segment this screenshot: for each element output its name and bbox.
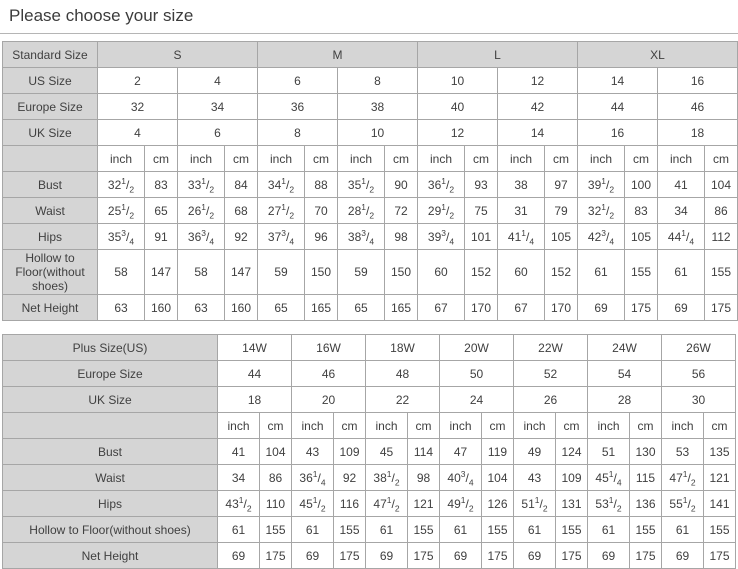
unit-inch-header: inch xyxy=(366,413,408,439)
row-label: US Size xyxy=(3,68,98,94)
size-value-cell: 18W xyxy=(366,335,440,361)
measurement-cm-cell: 175 xyxy=(625,295,658,321)
measurement-cm-cell: 68 xyxy=(225,198,258,224)
measurement-cm-cell: 93 xyxy=(465,172,498,198)
measurement-inch-cell: 67 xyxy=(498,295,545,321)
measurement-cm-cell: 170 xyxy=(465,295,498,321)
measurement-inch-cell: 61 xyxy=(662,517,704,543)
unit-inch-header: inch xyxy=(258,146,305,172)
measurement-cm-cell: 152 xyxy=(545,250,578,295)
measurement-inch-cell: 53 xyxy=(662,439,704,465)
size-value-cell: 10 xyxy=(338,120,418,146)
unit-inch-header: inch xyxy=(662,413,704,439)
measurement-cm-cell: 155 xyxy=(625,250,658,295)
unit-row-corner xyxy=(3,146,98,172)
size-value-cell: 4 xyxy=(98,120,178,146)
measurement-cm-cell: 91 xyxy=(145,224,178,250)
measurement-cm-cell: 72 xyxy=(385,198,418,224)
unit-inch-header: inch xyxy=(498,146,545,172)
size-value-cell: 6 xyxy=(178,120,258,146)
row-label: Net Height xyxy=(3,295,98,321)
size-value-cell: 36 xyxy=(258,94,338,120)
size-chart-page xyxy=(0,6,738,569)
size-value-cell: 16 xyxy=(578,120,658,146)
size-value-cell: 18 xyxy=(218,387,292,413)
unit-inch-header: inch xyxy=(658,146,705,172)
size-value-cell: 8 xyxy=(258,120,338,146)
row-label: Europe Size xyxy=(3,361,218,387)
measurement-inch-cell: $26^1/_2$ xyxy=(178,198,225,224)
measurement-cm-cell: 115 xyxy=(630,465,662,491)
size-value-cell: 44 xyxy=(218,361,292,387)
unit-cm-header: cm xyxy=(704,413,736,439)
measurement-cm-cell: 175 xyxy=(334,543,366,569)
measurement-inch-cell: $33^1/_2$ xyxy=(178,172,225,198)
measurement-inch-cell: 45 xyxy=(366,439,408,465)
measurement-cm-cell: 90 xyxy=(385,172,418,198)
row-label: Waist xyxy=(3,198,98,224)
measurement-cm-cell: 175 xyxy=(408,543,440,569)
measurement-inch-cell: $45^1/_4$ xyxy=(588,465,630,491)
size-group-header: M xyxy=(258,42,418,68)
measurement-cm-cell: 98 xyxy=(385,224,418,250)
measurement-inch-cell: 60 xyxy=(418,250,465,295)
measurement-cm-cell: 147 xyxy=(225,250,258,295)
measurement-inch-cell: $42^3/_4$ xyxy=(578,224,625,250)
measurement-cm-cell: 86 xyxy=(705,198,738,224)
row-label: Hips xyxy=(3,491,218,517)
measurement-inch-cell: $47^1/_2$ xyxy=(366,491,408,517)
size-value-cell: 24W xyxy=(588,335,662,361)
measurement-cm-cell: 101 xyxy=(465,224,498,250)
size-value-cell: 14 xyxy=(578,68,658,94)
row-label: Hollow to Floor(without shoes) xyxy=(3,250,98,295)
measurement-cm-cell: 152 xyxy=(465,250,498,295)
measurement-cm-cell: 155 xyxy=(630,517,662,543)
measurement-cm-cell: 79 xyxy=(545,198,578,224)
measurement-inch-cell: 69 xyxy=(662,543,704,569)
unit-cm-header: cm xyxy=(260,413,292,439)
measurement-cm-cell: 105 xyxy=(545,224,578,250)
row-label: Europe Size xyxy=(3,94,98,120)
measurement-cm-cell: 75 xyxy=(465,198,498,224)
row-label: Bust xyxy=(3,439,218,465)
measurement-inch-cell: $34^1/_2$ xyxy=(258,172,305,198)
measurement-inch-cell: 51 xyxy=(588,439,630,465)
measurement-cm-cell: 114 xyxy=(408,439,440,465)
measurement-inch-cell: 65 xyxy=(338,295,385,321)
size-value-cell: 38 xyxy=(338,94,418,120)
standard-size-table xyxy=(2,41,738,321)
measurement-inch-cell: $36^1/_2$ xyxy=(418,172,465,198)
measurement-cm-cell: 100 xyxy=(625,172,658,198)
size-value-cell: 16W xyxy=(292,335,366,361)
measurement-inch-cell: 69 xyxy=(578,295,625,321)
unit-cm-header: cm xyxy=(556,413,588,439)
unit-cm-header: cm xyxy=(334,413,366,439)
measurement-cm-cell: 165 xyxy=(385,295,418,321)
measurement-inch-cell: 43 xyxy=(514,465,556,491)
row-label: UK Size xyxy=(3,387,218,413)
measurement-cm-cell: 112 xyxy=(705,224,738,250)
measurement-cm-cell: 83 xyxy=(625,198,658,224)
measurement-cm-cell: 92 xyxy=(225,224,258,250)
unit-inch-header: inch xyxy=(588,413,630,439)
measurement-inch-cell: 69 xyxy=(588,543,630,569)
size-value-cell: 30 xyxy=(662,387,736,413)
size-value-cell: 6 xyxy=(258,68,338,94)
measurement-inch-cell: $38^3/_4$ xyxy=(338,224,385,250)
unit-cm-header: cm xyxy=(545,146,578,172)
measurement-inch-cell: $43^1/_2$ xyxy=(218,491,260,517)
measurement-cm-cell: 65 xyxy=(145,198,178,224)
unit-inch-header: inch xyxy=(338,146,385,172)
measurement-inch-cell: $47^1/_2$ xyxy=(662,465,704,491)
measurement-cm-cell: 136 xyxy=(630,491,662,517)
measurement-inch-cell: $37^3/_4$ xyxy=(258,224,305,250)
corner-label: Standard Size xyxy=(3,42,98,68)
size-value-cell: 4 xyxy=(178,68,258,94)
size-value-cell: 12 xyxy=(498,68,578,94)
unit-inch-header: inch xyxy=(578,146,625,172)
measurement-cm-cell: 84 xyxy=(225,172,258,198)
measurement-cm-cell: 109 xyxy=(556,465,588,491)
unit-row-corner xyxy=(3,413,218,439)
measurement-cm-cell: 175 xyxy=(556,543,588,569)
size-value-cell: 22 xyxy=(366,387,440,413)
measurement-cm-cell: 160 xyxy=(225,295,258,321)
size-value-cell: 14 xyxy=(498,120,578,146)
unit-cm-header: cm xyxy=(385,146,418,172)
measurement-inch-cell: 31 xyxy=(498,198,545,224)
measurement-cm-cell: 141 xyxy=(704,491,736,517)
page-title: Please choose your size xyxy=(9,6,194,25)
measurement-cm-cell: 98 xyxy=(408,465,440,491)
measurement-inch-cell: 69 xyxy=(218,543,260,569)
measurement-inch-cell: 38 xyxy=(498,172,545,198)
measurement-inch-cell: 41 xyxy=(218,439,260,465)
measurement-inch-cell: $29^1/_2$ xyxy=(418,198,465,224)
unit-inch-header: inch xyxy=(440,413,482,439)
measurement-cm-cell: 155 xyxy=(704,517,736,543)
size-value-cell: 20 xyxy=(292,387,366,413)
measurement-inch-cell: $55^1/_2$ xyxy=(662,491,704,517)
title-divider xyxy=(0,33,738,34)
size-value-cell: 26W xyxy=(662,335,736,361)
measurement-inch-cell: 69 xyxy=(658,295,705,321)
unit-inch-header: inch xyxy=(292,413,334,439)
measurement-inch-cell: $44^1/_4$ xyxy=(658,224,705,250)
measurement-inch-cell: $27^1/_2$ xyxy=(258,198,305,224)
unit-inch-header: inch xyxy=(514,413,556,439)
measurement-cm-cell: 130 xyxy=(630,439,662,465)
measurement-inch-cell: 69 xyxy=(366,543,408,569)
measurement-inch-cell: 69 xyxy=(514,543,556,569)
measurement-cm-cell: 104 xyxy=(482,465,514,491)
measurement-inch-cell: $45^1/_2$ xyxy=(292,491,334,517)
measurement-inch-cell: 69 xyxy=(292,543,334,569)
measurement-cm-cell: 126 xyxy=(482,491,514,517)
measurement-inch-cell: $41^1/_4$ xyxy=(498,224,545,250)
measurement-inch-cell: 59 xyxy=(338,250,385,295)
row-label: Hips xyxy=(3,224,98,250)
measurement-cm-cell: 150 xyxy=(385,250,418,295)
measurement-inch-cell: 61 xyxy=(658,250,705,295)
measurement-inch-cell: 61 xyxy=(292,517,334,543)
measurement-inch-cell: $38^1/_2$ xyxy=(366,465,408,491)
measurement-cm-cell: 109 xyxy=(334,439,366,465)
measurement-cm-cell: 104 xyxy=(260,439,292,465)
measurement-inch-cell: $35^3/_4$ xyxy=(98,224,145,250)
measurement-inch-cell: $40^3/_4$ xyxy=(440,465,482,491)
measurement-cm-cell: 110 xyxy=(260,491,292,517)
measurement-cm-cell: 155 xyxy=(408,517,440,543)
size-value-cell: 46 xyxy=(292,361,366,387)
measurement-inch-cell: $39^1/_2$ xyxy=(578,172,625,198)
size-group-header: XL xyxy=(578,42,738,68)
measurement-inch-cell: 61 xyxy=(366,517,408,543)
unit-cm-header: cm xyxy=(630,413,662,439)
size-value-cell: 46 xyxy=(658,94,738,120)
measurement-cm-cell: 135 xyxy=(704,439,736,465)
measurement-cm-cell: 97 xyxy=(545,172,578,198)
measurement-inch-cell: 61 xyxy=(578,250,625,295)
measurement-inch-cell: 60 xyxy=(498,250,545,295)
plus-size-table xyxy=(2,334,736,569)
measurement-inch-cell: $39^3/_4$ xyxy=(418,224,465,250)
row-label: Hollow to Floor(without shoes) xyxy=(3,517,218,543)
measurement-inch-cell: 65 xyxy=(258,295,305,321)
measurement-cm-cell: 175 xyxy=(630,543,662,569)
measurement-inch-cell: 69 xyxy=(440,543,482,569)
unit-inch-header: inch xyxy=(98,146,145,172)
unit-cm-header: cm xyxy=(145,146,178,172)
row-label: Plus Size(US) xyxy=(3,335,218,361)
size-value-cell: 28 xyxy=(588,387,662,413)
measurement-cm-cell: 92 xyxy=(334,465,366,491)
size-value-cell: 48 xyxy=(366,361,440,387)
size-value-cell: 22W xyxy=(514,335,588,361)
size-value-cell: 2 xyxy=(98,68,178,94)
measurement-inch-cell: $28^1/_2$ xyxy=(338,198,385,224)
size-value-cell: 32 xyxy=(98,94,178,120)
measurement-cm-cell: 155 xyxy=(260,517,292,543)
measurement-inch-cell: $25^1/_2$ xyxy=(98,198,145,224)
measurement-cm-cell: 147 xyxy=(145,250,178,295)
measurement-cm-cell: 165 xyxy=(305,295,338,321)
size-value-cell: 40 xyxy=(418,94,498,120)
size-value-cell: 20W xyxy=(440,335,514,361)
size-value-cell: 50 xyxy=(440,361,514,387)
unit-inch-header: inch xyxy=(178,146,225,172)
unit-inch-header: inch xyxy=(418,146,465,172)
measurement-inch-cell: 63 xyxy=(178,295,225,321)
measurement-cm-cell: 155 xyxy=(705,250,738,295)
unit-cm-header: cm xyxy=(705,146,738,172)
measurement-inch-cell: 34 xyxy=(218,465,260,491)
measurement-inch-cell: $36^1/_4$ xyxy=(292,465,334,491)
measurement-inch-cell: 43 xyxy=(292,439,334,465)
measurement-inch-cell: 58 xyxy=(98,250,145,295)
unit-inch-header: inch xyxy=(218,413,260,439)
size-value-cell: 18 xyxy=(658,120,738,146)
measurement-cm-cell: 155 xyxy=(482,517,514,543)
measurement-inch-cell: 34 xyxy=(658,198,705,224)
measurement-inch-cell: 61 xyxy=(588,517,630,543)
measurement-inch-cell: 59 xyxy=(258,250,305,295)
size-value-cell: 10 xyxy=(418,68,498,94)
row-label: Bust xyxy=(3,172,98,198)
measurement-cm-cell: 70 xyxy=(305,198,338,224)
size-value-cell: 42 xyxy=(498,94,578,120)
measurement-cm-cell: 175 xyxy=(260,543,292,569)
size-value-cell: 8 xyxy=(338,68,418,94)
size-value-cell: 56 xyxy=(662,361,736,387)
measurement-cm-cell: 131 xyxy=(556,491,588,517)
measurement-cm-cell: 96 xyxy=(305,224,338,250)
measurement-inch-cell: 58 xyxy=(178,250,225,295)
measurement-cm-cell: 155 xyxy=(556,517,588,543)
measurement-cm-cell: 150 xyxy=(305,250,338,295)
measurement-cm-cell: 155 xyxy=(334,517,366,543)
unit-cm-header: cm xyxy=(305,146,338,172)
measurement-inch-cell: $51^1/_2$ xyxy=(514,491,556,517)
size-value-cell: 26 xyxy=(514,387,588,413)
row-label: Net Height xyxy=(3,543,218,569)
unit-cm-header: cm xyxy=(482,413,514,439)
measurement-cm-cell: 121 xyxy=(408,491,440,517)
size-value-cell: 16 xyxy=(658,68,738,94)
measurement-inch-cell: 41 xyxy=(658,172,705,198)
measurement-inch-cell: 61 xyxy=(440,517,482,543)
measurement-cm-cell: 175 xyxy=(482,543,514,569)
measurement-cm-cell: 86 xyxy=(260,465,292,491)
measurement-inch-cell: 61 xyxy=(218,517,260,543)
measurement-cm-cell: 119 xyxy=(482,439,514,465)
measurement-inch-cell: $36^3/_4$ xyxy=(178,224,225,250)
measurement-inch-cell: $32^1/_2$ xyxy=(578,198,625,224)
measurement-cm-cell: 116 xyxy=(334,491,366,517)
unit-cm-header: cm xyxy=(225,146,258,172)
measurement-cm-cell: 105 xyxy=(625,224,658,250)
size-value-cell: 34 xyxy=(178,94,258,120)
measurement-inch-cell: $53^1/_2$ xyxy=(588,491,630,517)
measurement-cm-cell: 88 xyxy=(305,172,338,198)
measurement-cm-cell: 121 xyxy=(704,465,736,491)
measurement-cm-cell: 104 xyxy=(705,172,738,198)
measurement-cm-cell: 83 xyxy=(145,172,178,198)
measurement-cm-cell: 124 xyxy=(556,439,588,465)
row-label: UK Size xyxy=(3,120,98,146)
size-value-cell: 12 xyxy=(418,120,498,146)
measurement-inch-cell: 67 xyxy=(418,295,465,321)
measurement-inch-cell: $49^1/_2$ xyxy=(440,491,482,517)
measurement-inch-cell: 49 xyxy=(514,439,556,465)
unit-cm-header: cm xyxy=(408,413,440,439)
measurement-inch-cell: $32^1/_2$ xyxy=(98,172,145,198)
row-label: Waist xyxy=(3,465,218,491)
size-value-cell: 24 xyxy=(440,387,514,413)
unit-cm-header: cm xyxy=(465,146,498,172)
size-group-header: S xyxy=(98,42,258,68)
measurement-inch-cell: 63 xyxy=(98,295,145,321)
measurement-cm-cell: 175 xyxy=(705,295,738,321)
measurement-cm-cell: 170 xyxy=(545,295,578,321)
measurement-inch-cell: 61 xyxy=(514,517,556,543)
measurement-cm-cell: 175 xyxy=(704,543,736,569)
measurement-inch-cell: $35^1/_2$ xyxy=(338,172,385,198)
unit-cm-header: cm xyxy=(625,146,658,172)
size-group-header: L xyxy=(418,42,578,68)
size-value-cell: 14W xyxy=(218,335,292,361)
size-value-cell: 52 xyxy=(514,361,588,387)
measurement-inch-cell: 47 xyxy=(440,439,482,465)
size-value-cell: 44 xyxy=(578,94,658,120)
size-value-cell: 54 xyxy=(588,361,662,387)
measurement-cm-cell: 160 xyxy=(145,295,178,321)
